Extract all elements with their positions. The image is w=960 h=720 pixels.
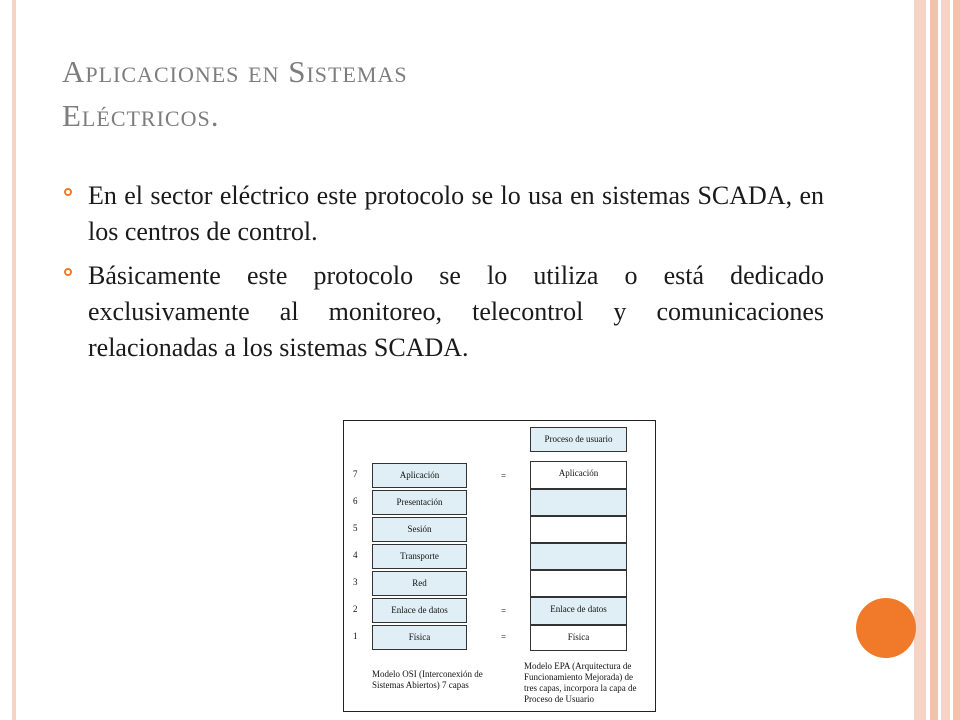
- bullet-text: En el sector eléctrico este protocolo se lo usa en sistemas SCADA, en los centros de control.: [88, 181, 824, 246]
- bullet-list: [64, 178, 824, 374]
- decorative-border: [914, 0, 960, 720]
- osi-layer: Física: [372, 625, 467, 650]
- osi-layer: Enlace de datos: [372, 598, 467, 623]
- epa-layer: [530, 543, 627, 570]
- decorative-circle: [856, 598, 916, 658]
- equals-sign: =: [501, 606, 507, 616]
- epa-layer: [530, 516, 627, 543]
- left-border-line: [12, 0, 16, 720]
- title-line-1: Aplicaciones en Sistemas: [62, 54, 408, 89]
- osi-layer: Sesión: [372, 517, 467, 542]
- osi-layer-number: 3: [353, 577, 358, 587]
- epa-layer: Enlace de datos: [530, 597, 627, 625]
- equals-sign: =: [501, 632, 507, 642]
- osi-layer-number: 2: [353, 604, 358, 614]
- title-line-2: Eléctricos.: [62, 98, 220, 133]
- epa-layer: Física: [530, 625, 627, 651]
- osi-epa-diagram: [343, 420, 656, 712]
- epa-layer: Aplicación: [530, 461, 627, 489]
- epa-layer-user-process: Proceso de usuario: [530, 427, 627, 452]
- bullet-item: [64, 258, 824, 366]
- osi-layer: Red: [372, 571, 467, 596]
- osi-layer: Transporte: [372, 544, 467, 569]
- epa-caption: Modelo EPA (Arquitectura de Funcionamiento Mejorada) de tres capas, incorpora la capa de Proceso de Usuario: [524, 661, 637, 704]
- osi-layer: Presentación: [372, 490, 467, 515]
- epa-layer: [530, 570, 627, 597]
- osi-layer-number: 6: [353, 496, 358, 506]
- osi-caption: Modelo OSI (Interconexión de Sistemas Abiertos) 7 capas: [372, 669, 483, 690]
- bullet-ring-icon: [64, 268, 72, 276]
- osi-layer-number: 5: [353, 523, 358, 533]
- slide-title: [62, 50, 842, 138]
- osi-layer-number: 7: [353, 469, 358, 479]
- bullet-item: [64, 178, 824, 250]
- osi-layer: Aplicación: [372, 463, 467, 488]
- bullet-ring-icon: [64, 188, 72, 196]
- osi-layer-number: 1: [353, 631, 358, 641]
- bullet-text: Básicamente este protocolo se lo utiliza o está dedicado exclusivamente al monitoreo, telecontrol y comunicaciones relacionadas a los sistemas SCADA.: [88, 261, 824, 362]
- epa-layer: [530, 489, 627, 516]
- equals-sign: =: [501, 471, 507, 481]
- osi-layer-number: 4: [353, 550, 358, 560]
